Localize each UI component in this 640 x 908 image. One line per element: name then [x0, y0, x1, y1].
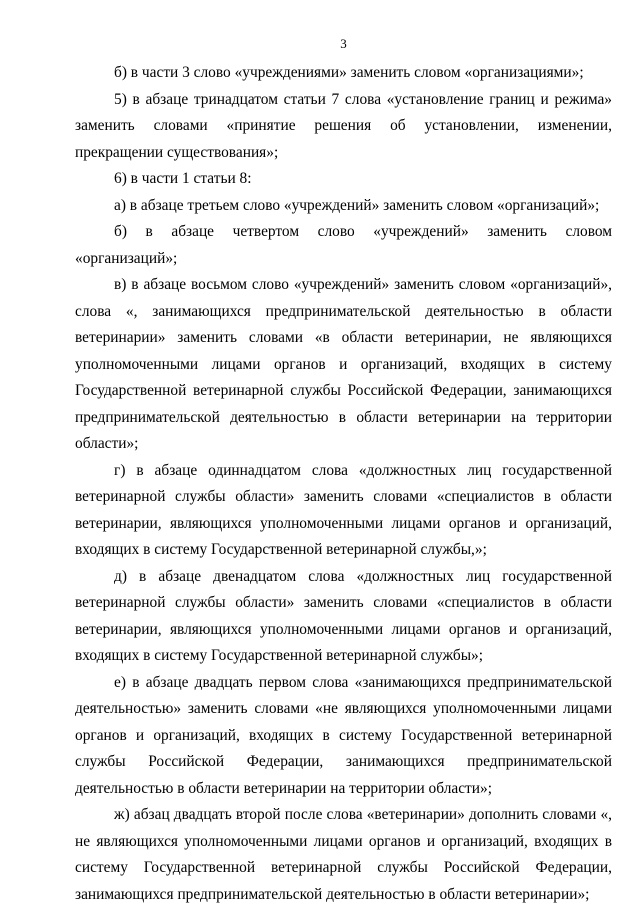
paragraph-b-fourth: б) в абзаце четвертом слово «учреждений» заменить словом «организаций»; [75, 223, 612, 267]
paragraph-e-twenty-first: е) в абзаце двадцать первом слова «занимающихся предпринимательской деятельностью» заменить словами «не являющихся уполномоченными лицами органов и организаций, входящих в систему Государственной ветеринарной службы Российской Федерации, занимающихся предпринимательской деятельностью в области ветеринарии на территории области»; [75, 673, 612, 797]
paragraph-5-article7: 5) в абзаце тринадцатом статьи 7 слова «установление границ и режима» заменить словами «принятие решения об установлении, изменении, прекращении существования»; [75, 90, 612, 161]
page-number: 3 [340, 36, 347, 51]
paragraph-zh-twenty-second: ж) абзац двадцать второй после слова «ветеринарии» дополнить словами «, не являющихся уполномоченными лицами органов и организаций, входящих в систему Государственной ветеринарной службы Российской Федерации, занимающихся предпринимательской деятельностью в области ветеринарии»; [75, 806, 612, 903]
paragraph-d-twelfth: д) в абзаце двенадцатом слова «должностных лиц государственной ветеринарной службы области» заменить словами «специалистов в области ветеринарии, являющихся уполномоченными лицами органов и организаций, входящих в систему Государственной ветеринарной службы»; [75, 567, 612, 664]
document-page [75, 34, 612, 908]
paragraph-6b-part3: б) в части 3 слово «учреждениями» заменить словом «организациями»; [114, 64, 584, 81]
paragraph-6-article8: 6) в части 1 статьи 8: [114, 170, 252, 187]
paragraph-g-eleventh: г) в абзаце одиннадцатом слова «должностных лиц государственной ветеринарной службы области» заменить словами «специалистов в области ветеринарии, являющихся уполномоченными лицами органов и организаций, входящих в систему Государственной ветеринарной службы,»; [75, 461, 612, 558]
paragraph-v-eighth: в) в абзаце восьмом слово «учреждений» заменить словом «организаций», слова «, занимающихся предпринимательской деятельностью в области ветеринарии» заменить словами «в области ветеринарии, не являющихся уполномоченными лицами органов и организаций, входящих в систему Государственной ветеринарной службы Российской Федерации, занимающихся предпринимательской деятельностью в области ветеринарии на территории области»; [75, 276, 612, 452]
paragraph-a-third: а) в абзаце третьем слово «учреждений» заменить словом «организаций»; [114, 196, 600, 214]
